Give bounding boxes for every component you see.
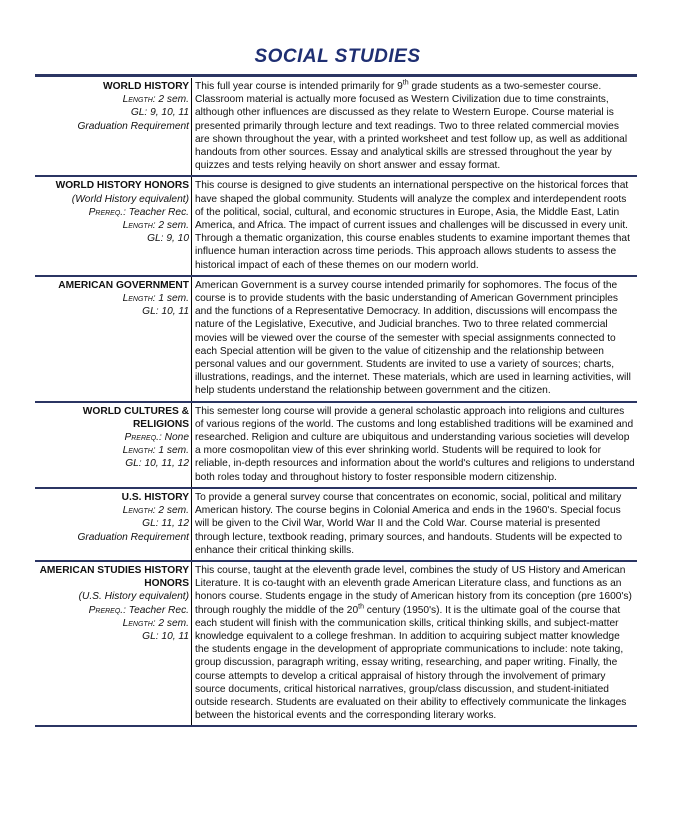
course-description: This full year course is intended primarily for 9th grade students as a two-semester course. Classroom material is actually more focused as Western Civilization due to time constraints, although other influences are discussed as they relate to Western Europe. Course material is presented primarily through lecture and text readings. Two to three related commercial movies are shown throughout the year, with a printed worksheet and test follow up, as well as additional handouts from other sources. Essay and analytical skills are stressed throughout the year by quizzes and tests relying heavily on short answer and essay format. (192, 78, 638, 176)
course-length: Length: 1 sem. (122, 445, 189, 457)
course-info (35, 78, 192, 176)
course-length: Length: 2 sem. (122, 505, 189, 517)
course-name: WORLD HISTORY HONORS (55, 180, 189, 192)
course-grade-level: GL: 9, 10, 11 (130, 107, 189, 119)
course-length: Length: 2 sem. (122, 617, 189, 629)
course-info (35, 488, 192, 561)
course-table (35, 78, 637, 727)
course-length: Length: 1 sem. (122, 293, 189, 305)
course-row (35, 276, 637, 402)
course-info (35, 276, 192, 402)
course-grade-level: GL: 10, 11 (142, 630, 189, 642)
course-name: AMERICAN GOVERNMENT (58, 279, 189, 291)
course-info (35, 561, 192, 726)
course-grade-level: GL: 11, 12 (142, 518, 189, 530)
title-divider (35, 74, 637, 77)
course-description: American Government is a survey course intended primarily for sophomores. The focus of the course is to provide students with the basic understanding of American Government principles and the functions of a Representative Democracy. In addition, discussions will encompass the nature of the Legislative, Executive, and Judicial branches. Two to three related commercial movies will be viewed over the course of the semester with special assignments connected to each Special attention will be given to the value of citizenship and the relationship between personal values and our government. Students are invited to use a variety of sources; charts, illustrations, readings, and the internet. These materials, which are used in learning activities, will help students understand the relationship between government and the citizen. (192, 276, 638, 402)
course-description: This course, taught at the eleventh grade level, combines the study of US History and American Literature. It is co-taught with an eleventh grade American Literature class, and functions as an honors course. Students engage in the study of American history from its conception (pre 1600's) through roughly the middle of the 20th century (1950's). It is the ultimate goal of the course that each student will finish with the communication skills, critical thinking skills, and subject-matter knowledge equivalent to a college freshman. In addition to acquiring subject matter knowledge the students engage in the development of appropriate communications to include: note taking, group discussion, paragraph writing, essay writing, researching, and paper writing. Finally, the course attempts to develop a critical appraisal of history through the involvement of primary source documents, critical historical narratives, group/class discussion, and student-initiated outside research. Students are evaluated on their ability to effectively communicate the linkages between the historical events and the corresponding literary works. (192, 561, 638, 726)
course-description: This course is designed to give students an international perspective on the historical forces that have shaped the global community. Students will analyze the complex and interdependent roots of the political, social, cultural, and economic structures in Europe, Asia, the Middle East, Latin America, and Africa. The impact of current issues and challenges will be discussed in every unit. Through a thematic organization, this course enables students to examine important themes that influence human interaction across time periods. This approach allows students to assess the historical impact of each of these themes on our modern world. (192, 176, 638, 275)
course-name: AMERICAN STUDIES HISTORY HONORS (39, 564, 189, 590)
course-description: To provide a general survey course that concentrates on economic, social, political and military American history. The course begins in Colonial America and ends in the 1960's. Special focus will be given to the Civil War, World War II and the Cold War. Course material is presented through lecture, textbook reading, primary sources, and handouts. Students will be expected to enhance their critical thinking skills. (192, 488, 638, 561)
course-requirement: Graduation Requirement (77, 531, 189, 543)
page-title: SOCIAL STUDIES (254, 46, 421, 67)
course-grade-level: GL: 9, 10 (147, 233, 189, 245)
course-prereq: Prereq.: Teacher Rec. (88, 206, 189, 218)
course-info (35, 402, 192, 488)
course-row (35, 176, 637, 275)
course-row (35, 488, 637, 561)
course-grade-level: GL: 10, 11, 12 (125, 458, 189, 470)
course-prereq: Prereq.: Teacher Rec. (88, 604, 189, 616)
course-equivalent: (U.S. History equivalent) (78, 591, 189, 603)
course-row (35, 402, 637, 488)
course-length: Length: 2 sem. (122, 94, 189, 106)
course-row (35, 78, 637, 176)
course-prereq: Prereq.: None (124, 432, 189, 444)
course-name: U.S. HISTORY (121, 491, 189, 503)
course-name: WORLD CULTURES & RELIGIONS (82, 405, 189, 430)
course-info (35, 176, 192, 275)
course-name: WORLD HISTORY (102, 81, 189, 92)
course-row (35, 561, 637, 726)
course-length: Length: 2 sem. (122, 220, 189, 232)
course-grade-level: GL: 10, 11 (142, 306, 189, 318)
course-equivalent: (World History equivalent) (71, 193, 189, 205)
course-description: This semester long course will provide a general scholastic approach into religions and cultures of various regions of the world. The customs and long established traditions will be examined and researched. Religion and culture are ubiquitous and understanding various societies will develop a more cosmopolitan view of this ever shrinking world. Students will be required to look for reliable, in-depth resources and information about the world's cultures and religions to understand both roles today and throughout history to foster responsible modern citizenship. (192, 402, 638, 488)
course-requirement: Graduation Requirement (77, 120, 189, 132)
